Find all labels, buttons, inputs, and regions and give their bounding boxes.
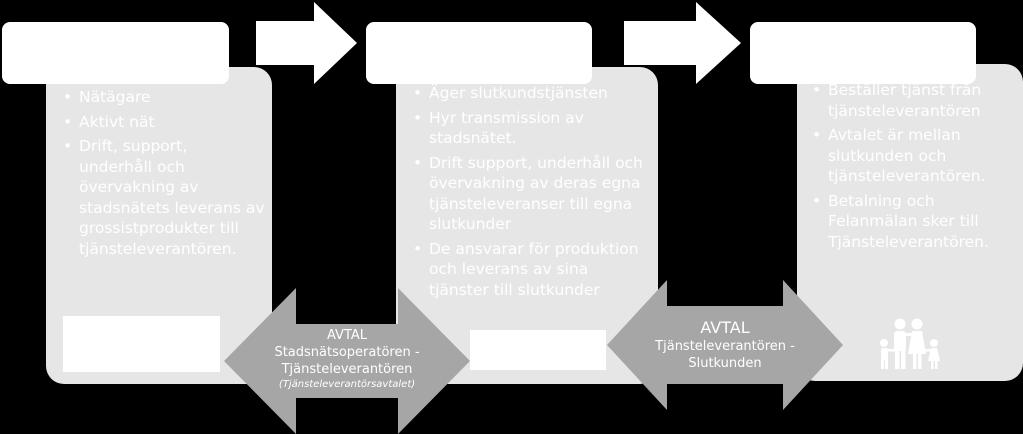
agreement-note: (Tjänsteleverantörsavtalet): [278, 379, 416, 390]
bullet-item: • De ansvarar för produktion och leverans av sina tjänster till slutkunder: [413, 239, 651, 301]
bullet-item: • Hyr transmission av stadsnätet.: [413, 108, 651, 149]
column-1-header: [2, 22, 229, 84]
agreement-parties: Tjänsteleverantören: [281, 362, 413, 377]
agreement-title: AVTAL: [326, 328, 368, 343]
bullet-item: • Aktivt nät: [63, 112, 265, 133]
column-3-bullets: [812, 80, 1017, 256]
bullet-item: • Nätägare: [63, 87, 265, 108]
bullet-item: • Beställer tjänst från tjänsteleverantören: [812, 80, 1017, 121]
bullet-item: • Äger slutkundstjänsten: [413, 83, 651, 104]
column-2-white-box: [470, 330, 606, 370]
agreement-parties: Stadsnätsoperatören -: [274, 345, 420, 360]
bullet-item: • Drift support, underhåll och övervakning av deras egna tjänsteleveranser till egna slutkunder: [413, 153, 651, 235]
bullet-item: • Drift, support, underhåll och övervakning av stadsnätets leverans av grossistprodukter till tjänsteleverantören.: [63, 136, 265, 259]
column-3-header: [750, 22, 976, 84]
agreement-title: AVTAL: [700, 318, 750, 337]
column-2-header: [366, 22, 592, 84]
right-arrow-icon: [256, 2, 358, 84]
column-1-bullets: [63, 87, 265, 263]
agreement-1-text: [266, 328, 428, 391]
column-2-bullets: [413, 83, 651, 304]
agreement-parties: Tjänsteleverantören -: [655, 339, 795, 354]
agreement-2-text: [650, 317, 800, 372]
column-1-white-box: [63, 316, 220, 372]
bullet-item: • Avtalet är mellan slutkunden och tjänsteleverantören.: [812, 125, 1017, 187]
bullet-item: • Betalning och Felanmälan sker till Tjänsteleverantören.: [812, 191, 1017, 253]
family-icon: [873, 318, 945, 370]
agreement-parties: Slutkunden: [688, 356, 762, 371]
